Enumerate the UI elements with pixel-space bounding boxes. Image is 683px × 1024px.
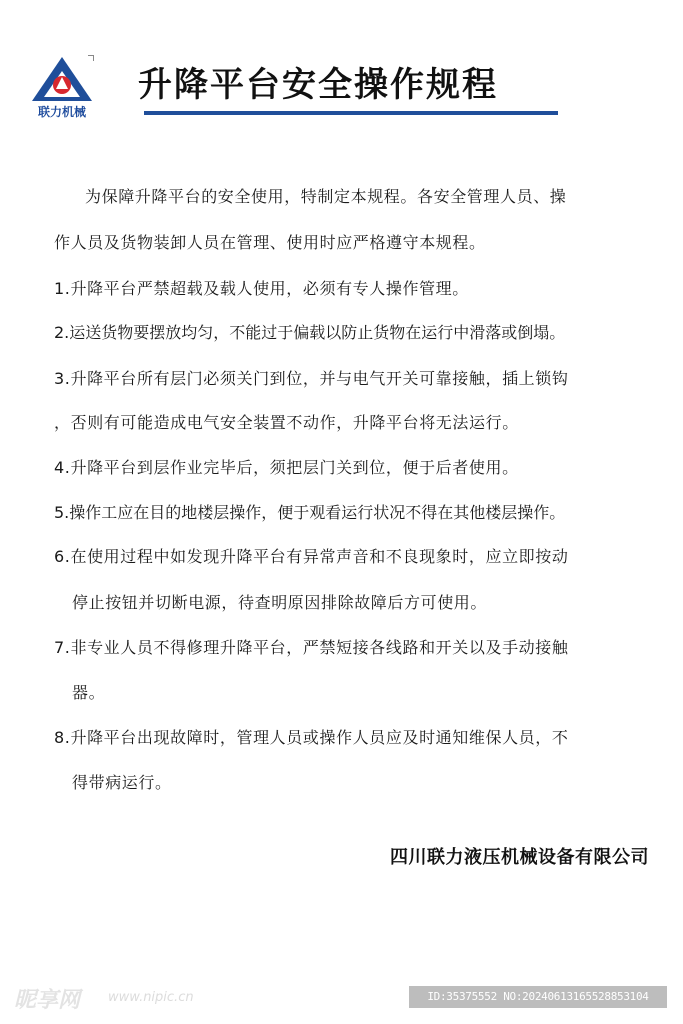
rule-8-line-1: 8.升降平台出现故障时，管理人员或操作人员应及时通知维保人员，不 [54,728,569,747]
company-signature: 四川联力液压机械设备有限公司 [390,847,649,868]
rule-6-line-2: 停止按钮并切断电源，待查明原因排除故障后方可使用。 [72,593,488,612]
image-id-bar: ID:35375552 NO:20240613165528853104 [409,986,667,1008]
rule-7-line-1: 7.非专业人员不得修理升降平台，严禁短接各线路和开关以及手动接触 [54,638,569,657]
company-logo [26,55,98,123]
rule-3-line-1: 3.升降平台所有层门必须关门到位，并与电气开关可靠接触，插上锁钩 [54,369,569,388]
rule-2: 2.运送货物要摆放均匀，不能过于偏载以防止货物在运行中滑落或倒塌。 [54,323,566,342]
intro-line-1: 为保障升降平台的安全使用，特制定本规程。各安全管理人员、操 [85,187,567,206]
rule-6-line-1: 6.在使用过程中如发现升降平台有异常声音和不良现象时，应立即按动 [54,547,569,566]
page-title: 升降平台安全操作规程 [138,65,498,105]
rule-3-line-2: ，否则有可能造成电气安全装置不动作，升降平台将无法运行。 [54,413,519,432]
watermark-site-url: www.nipic.cn [108,990,194,1005]
rule-8-line-2: 得带病运行。 [72,773,172,792]
rule-5: 5.操作工应在目的地楼层操作，便于观看运行状况不得在其他楼层操作。 [54,503,566,522]
title-underline [144,111,558,115]
watermark-site-name: 昵享网 [14,988,81,1013]
intro-line-2: 作人员及货物装卸人员在管理、使用时应严格遵守本规程。 [54,233,486,252]
corner-crop-mark [88,55,94,61]
triangle-logo-icon [30,55,94,105]
logo-brand-text: 联力机械 [37,105,86,119]
rule-7-line-2: 器。 [72,683,106,702]
rule-4: 4.升降平台到层作业完毕后，须把层门关到位，便于后者使用。 [54,458,519,477]
rule-1: 1.升降平台严禁超载及载人使用，必须有专人操作管理。 [54,279,469,298]
